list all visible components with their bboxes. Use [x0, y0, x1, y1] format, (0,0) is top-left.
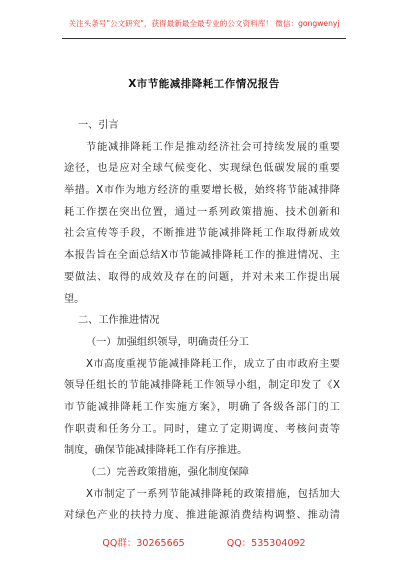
body-line: 耗工作摆在突出位置，通过一系列政策措施、技术创新和 [64, 206, 340, 218]
footer-contact [0, 535, 408, 549]
body-line: 途径，也是应对全球气候变化、实现绿色低碳发展的重要 [64, 163, 340, 175]
body-line: X市制定了一系列节能减排降耗的政策措施，包括加大 [86, 488, 340, 500]
footer-qq-group: QQ群：30265665 [102, 538, 185, 549]
body-line: 本报告旨在全面总结X市节能减排降耗工作的推进情况、主 [64, 250, 340, 262]
body-line: 要做法、取得的成效及存在的问题，并对未来工作提出展 [64, 271, 340, 283]
body-line: 领导任组长的节能减排降耗工作领导小组，制定印发了《X [64, 380, 340, 392]
document-body [64, 115, 340, 527]
body-line: 举措。X市作为地方经济的重要增长极，始终将节能减排降 [64, 185, 340, 197]
body-line: 对绿色产业的扶持力度、推进能源消费结构调整、推动清 [64, 510, 340, 522]
body-line: （一）加强组织领导，明确责任分工 [86, 336, 249, 348]
body-line: 一、引言 [78, 120, 119, 131]
body-line: 制度，确保节能减排降耗工作有序推进。 [64, 445, 248, 457]
body-line: 望。 [64, 293, 85, 305]
header-divider [62, 38, 346, 39]
body-line: 市节能减排降耗工作实施方案》，明确了各级各部门的工 [64, 401, 340, 413]
body-line: X市高度重视节能减排降耗工作，成立了由市政府主要 [86, 358, 340, 370]
footer-qq: QQ：535304092 [226, 538, 306, 549]
body-line: （二）完善政策措施，强化制度保障 [86, 467, 249, 478]
body-line: 节能减排降耗工作是推动经济社会可持续发展的重要 [86, 141, 340, 153]
body-line: 社会宣传等手段，不断推进节能减排降耗工作取得新成效 [64, 228, 340, 240]
body-line: 二、工作推进情况 [78, 315, 160, 327]
document-title: X市节能减排降耗工作情况报告 [128, 78, 280, 90]
body-line: 作职责和任务分工。同时，建立了定期调度、考核问责等 [64, 423, 340, 435]
header-banner: 关注头条号"公文研究"，获得最新最全最专业的公文资料库！ 微信：gongwenyj [68, 19, 340, 28]
